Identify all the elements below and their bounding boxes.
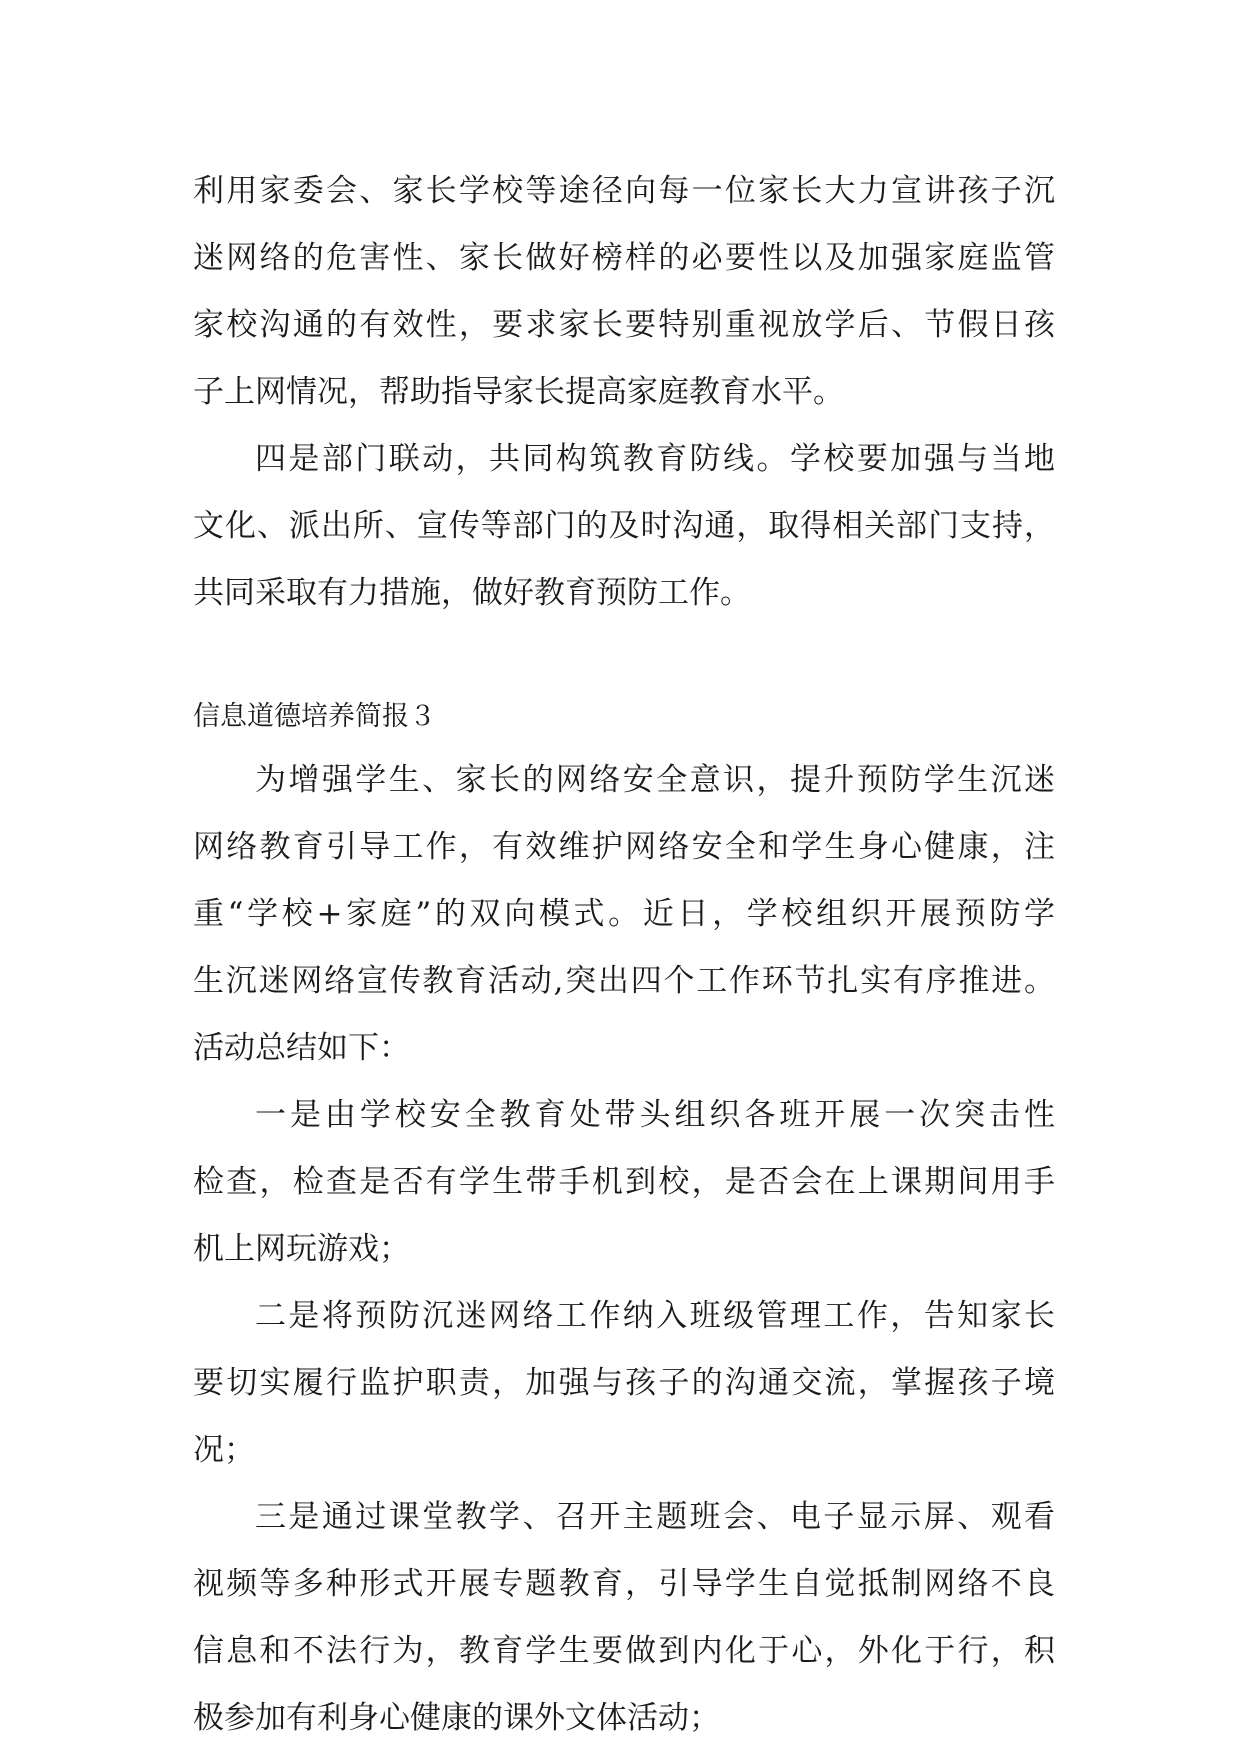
paragraph-department-linkage [193, 426, 1055, 627]
text-line: 况； [193, 1432, 255, 1468]
text-line: 子上网情况，帮助指导家长提高家庭教育水平。 [193, 374, 844, 410]
text-line: 重“学校+家庭”的双向模式。近日，学校组织开展预防学 [193, 896, 1055, 932]
paragraph-point-three [193, 1484, 1055, 1752]
section-heading: 信息道德培养简报３ [193, 701, 436, 732]
text-line: 活动总结如下： [193, 1030, 410, 1066]
text-line: 视频等多种形式开展专题教育，引导学生自觉抵制网络不良 [193, 1566, 1055, 1602]
text-line: 文化、派出所、宣传等部门的及时沟通，取得相关部门支持， [193, 508, 1055, 544]
text-line: 机上网玩游戏； [193, 1231, 410, 1267]
text-line: 网络教育引导工作，有效维护网络安全和学生身心健康，注 [193, 829, 1055, 865]
text-line: 共同采取有力措施，做好教育预防工作。 [193, 575, 751, 611]
text-line: 三是通过课堂教学、召开主题班会、电子显示屏、观看 [255, 1499, 1055, 1535]
text-line: 家校沟通的有效性，要求家长要特别重视放学后、节假日孩 [193, 307, 1055, 343]
text-line: 要切实履行监护职责，加强与孩子的沟通交流，掌握孩子境 [193, 1365, 1055, 1401]
text-line: 信息和不法行为，教育学生要做到内化于心，外化于行，积 [193, 1633, 1055, 1669]
text-line: 迷网络的危害性、家长做好榜样的必要性以及加强家庭监管 [193, 240, 1055, 276]
text-line: 四是部门联动，共同构筑教育防线。学校要加强与当地 [255, 441, 1055, 477]
text-line: 极参加有利身心健康的课外文体活动； [193, 1700, 720, 1736]
text-line: 利用家委会、家长学校等途径向每一位家长大力宣讲孩子沉 [193, 173, 1055, 209]
text-line: 为增强学生、家长的网络安全意识，提升预防学生沉迷 [255, 762, 1055, 798]
text-line: 生沉迷网络宣传教育活动,突出四个工作环节扎实有序推进。 [193, 963, 1055, 999]
paragraph-point-one [193, 1082, 1055, 1283]
paragraph-point-two [193, 1283, 1055, 1484]
text-line: 检查，检查是否有学生带手机到校，是否会在上课期间用手 [193, 1164, 1055, 1200]
paragraph-intro [193, 747, 1055, 1082]
document-body [193, 158, 1055, 1752]
text-line: 二是将预防沉迷网络工作纳入班级管理工作，告知家长 [255, 1298, 1055, 1334]
paragraph-family-outreach [193, 158, 1055, 426]
text-line: 一是由学校安全教育处带头组织各班开展一次突击性 [255, 1097, 1055, 1133]
